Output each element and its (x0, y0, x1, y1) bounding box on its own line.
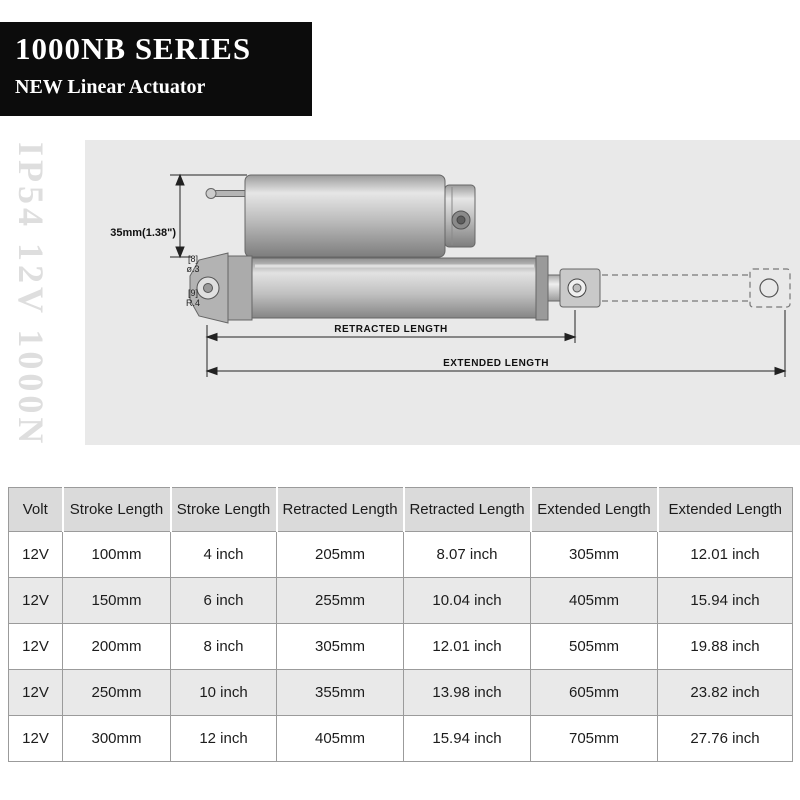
cell: 12.01 inch (658, 532, 793, 578)
cell: 705mm (531, 716, 658, 762)
callout-9-value: R.4 (185, 298, 201, 308)
height-dimension-label: 35mm(1.38") (110, 227, 176, 239)
callout-9-ref: [9] (187, 288, 199, 298)
cell: 23.82 inch (658, 670, 793, 716)
table-row (9, 532, 793, 578)
cell: 255mm (277, 578, 404, 624)
spec-table-body (9, 532, 793, 762)
cell: 250mm (63, 670, 171, 716)
extended-clevis-hole (760, 279, 778, 297)
table-row (9, 670, 793, 716)
column-header-retracted-mm: Retracted Length (277, 488, 404, 532)
cell: 4 inch (171, 532, 277, 578)
cell: 10 inch (171, 670, 277, 716)
series-title: 1000NB SERIES (15, 31, 252, 66)
table-row (9, 716, 793, 762)
cell: 13.98 inch (404, 670, 531, 716)
cell: 100mm (63, 532, 171, 578)
tube-endcap (536, 256, 548, 320)
watermark-text: IP54 12V 1000N (11, 142, 51, 448)
cell: 405mm (531, 578, 658, 624)
cell: 12V (9, 624, 63, 670)
title-banner (0, 22, 312, 116)
callout-8-ref: [8] (187, 254, 199, 264)
cell: 505mm (531, 624, 658, 670)
cell: 12V (9, 716, 63, 762)
column-header-stroke-mm: Stroke Length (63, 488, 171, 532)
cell: 405mm (277, 716, 404, 762)
cell: 12 inch (171, 716, 277, 762)
cell: 150mm (63, 578, 171, 624)
cell: 6 inch (171, 578, 277, 624)
spec-table-header (9, 488, 793, 532)
extended-length-label: EXTENDED LENGTH (443, 358, 549, 369)
cell: 15.94 inch (658, 578, 793, 624)
column-header-extended-mm: Extended Length (531, 488, 658, 532)
cell: 8 inch (171, 624, 277, 670)
cell: 8.07 inch (404, 532, 531, 578)
cell: 19.88 inch (658, 624, 793, 670)
cell: 300mm (63, 716, 171, 762)
cell: 27.76 inch (658, 716, 793, 762)
outer-tube (228, 256, 548, 320)
cell: 15.94 inch (404, 716, 531, 762)
cell: 605mm (531, 670, 658, 716)
motor-body (206, 175, 475, 257)
cell: 355mm (277, 670, 404, 716)
callout-8-value: ø.3 (186, 264, 200, 274)
header-row (9, 488, 793, 532)
cell: 12V (9, 532, 63, 578)
piston-rod (548, 269, 600, 307)
cell: 305mm (531, 532, 658, 578)
cell: 10.04 inch (404, 578, 531, 624)
cell: 305mm (277, 624, 404, 670)
cell: 12.01 inch (404, 624, 531, 670)
column-header-extended-inch: Extended Length (658, 488, 793, 532)
column-header-stroke-inch: Stroke Length (171, 488, 277, 532)
actuator-diagram (0, 140, 800, 448)
cell: 200mm (63, 624, 171, 670)
retracted-length-label: RETRACTED LENGTH (334, 324, 448, 335)
table-row (9, 578, 793, 624)
cell: 205mm (277, 532, 404, 578)
cell: 12V (9, 670, 63, 716)
spec-table (8, 487, 793, 762)
cell: 12V (9, 578, 63, 624)
pin-end (206, 189, 216, 199)
column-header-retracted-inch: Retracted Length (404, 488, 531, 532)
column-header-volt: Volt (9, 488, 63, 532)
table-row (9, 624, 793, 670)
series-subtitle: NEW Linear Actuator (15, 76, 206, 98)
